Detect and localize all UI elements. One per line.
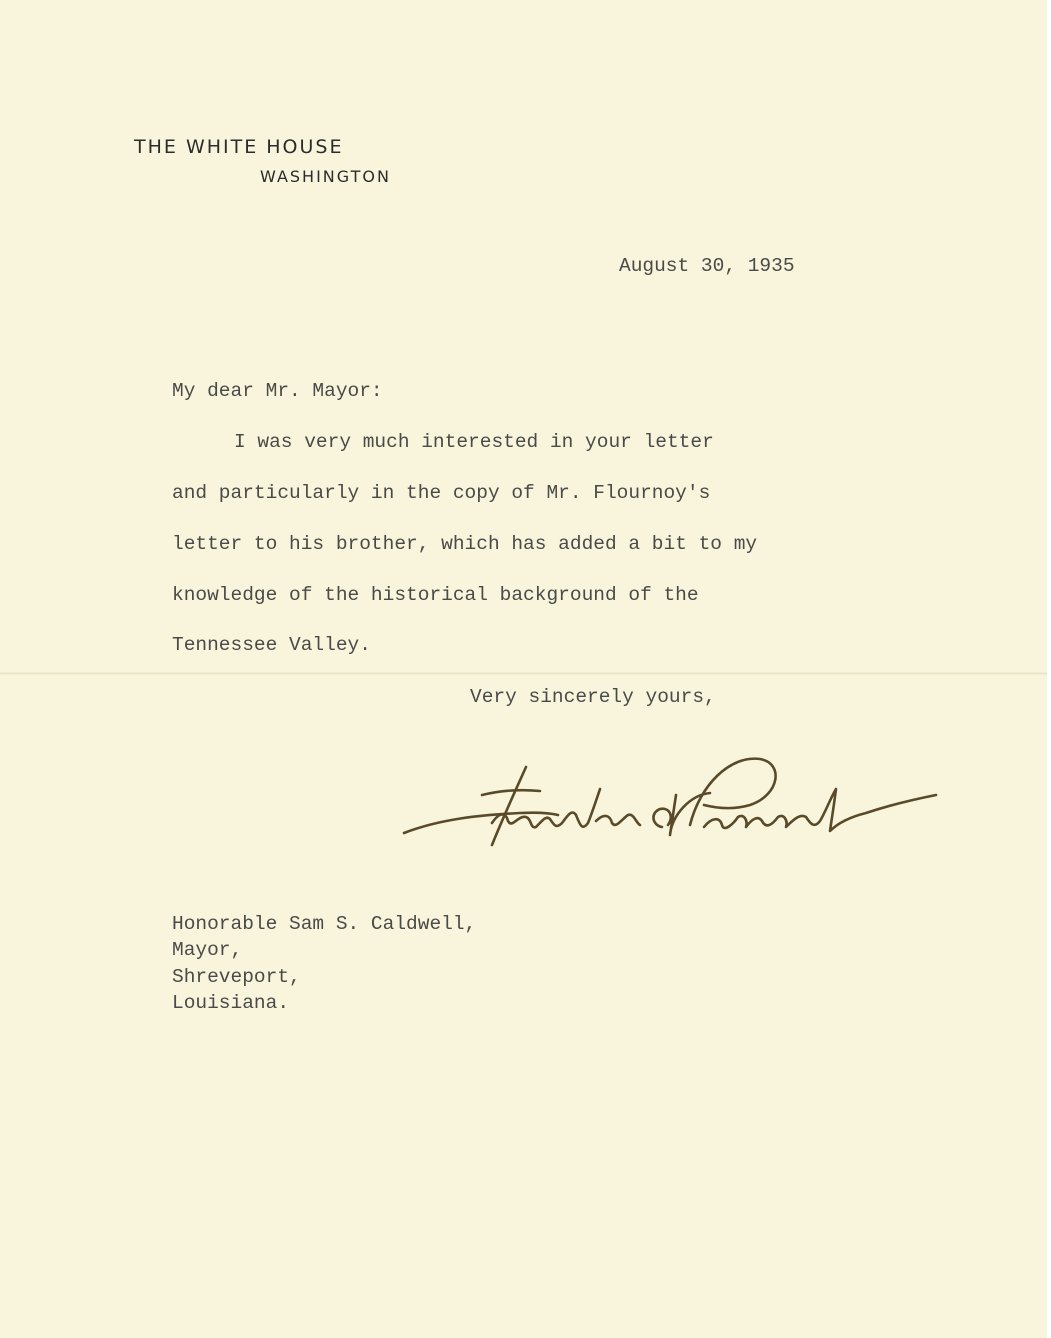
body-line: knowledge of the historical background of the <box>172 584 699 606</box>
letter-date: August 30, 1935 <box>619 255 795 277</box>
address-line: Mayor, <box>172 939 243 961</box>
signature-strokes <box>404 759 936 845</box>
body-line: I was very much interested in your letter <box>234 431 714 453</box>
letterhead-city: WASHINGTON <box>260 167 391 186</box>
address-line: Louisiana. <box>172 992 290 1014</box>
salutation: My dear Mr. Mayor: <box>172 380 383 402</box>
body-line: and particularly in the copy of Mr. Flournoy's <box>172 482 711 504</box>
paper-fold <box>0 672 1051 675</box>
page-edge <box>1047 0 1051 1338</box>
address-line: Honorable Sam S. Caldwell, <box>172 913 477 935</box>
signature <box>400 755 940 855</box>
closing: Very sincerely yours, <box>470 686 716 708</box>
letterhead-title: THE WHITE HOUSE <box>134 136 344 158</box>
body-line: letter to his brother, which has added a bit to my <box>172 533 758 555</box>
address-line: Shreveport, <box>172 966 301 988</box>
body-line: Tennessee Valley. <box>172 634 371 656</box>
